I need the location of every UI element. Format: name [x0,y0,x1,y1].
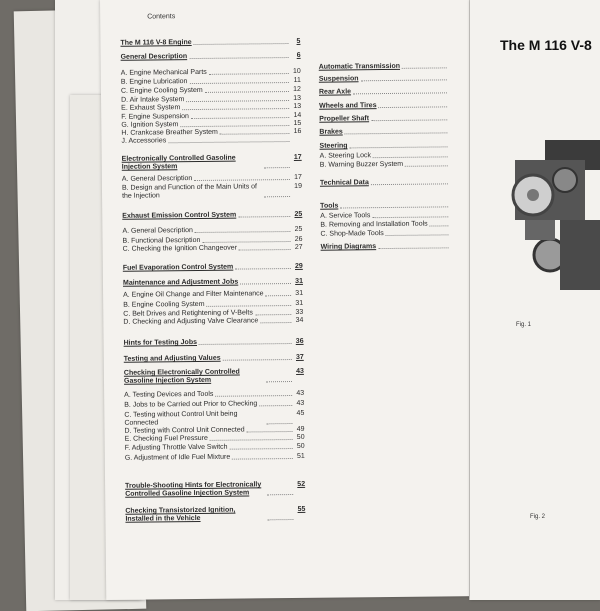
toc-entry [123,244,303,254]
toc-page-number: 25 [294,225,303,233]
dot-leader [194,38,289,45]
toc-page-number [449,127,459,135]
toc-entry-label: Electronically Controlled Gasoline Injection System [121,154,236,171]
chapter-title: The M 116 V-8 [500,37,592,53]
contents-heading: Contents [147,13,176,21]
toc-entry-label: B. Warning Buzzer System [319,160,404,169]
toc-entry-label: B. Engine Cooling System [123,300,205,309]
toc-page-number: 37 [295,353,304,361]
toc-entry-label: D. Checking and Adjusting Valve Clearance [123,317,259,326]
toc-page-number [449,62,459,70]
toc-entry-label: G. Ignition System [121,121,179,129]
contents-page [100,0,476,600]
toc-entry-label: Trouble-Shooting Hints for Electronically Controlled Gasoline Injection System [125,481,262,498]
toc-page-number: 14 [293,111,302,119]
toc-entry-label: B. Design and Function of the Main Units of the Injection [121,183,258,200]
toc-entry-label: Checking Electronically Controlled Gasoline Injection System [123,368,240,385]
dot-leader [372,211,448,218]
toc-entry-label: D. Testing with Control Unit Connected [124,426,245,435]
dot-leader [182,103,289,110]
toc-page-number [450,220,460,228]
dot-leader [205,86,289,93]
toc-page-number: 31 [295,277,303,285]
toc-entry [123,290,303,300]
dot-leader [264,183,290,197]
toc-page-number: 29 [294,262,303,270]
toc-entry-label: Testing and Adjusting Values [123,354,221,363]
toc-page-number: 36 [295,337,304,345]
dot-leader [238,211,290,218]
toc-entry [320,229,460,238]
toc-page-number [291,136,301,144]
toc-entry-label: General Description [120,53,188,61]
dot-leader [353,87,447,94]
toc-entry-label: B. Engine Lubrication [120,78,188,86]
toc-entry [122,154,302,172]
toc-page-number [450,201,460,209]
toc-page-number: 19 [294,182,302,190]
toc-entry [124,338,304,348]
dot-leader [373,151,448,158]
toc-page-number [449,74,459,82]
toc-entry-label: The M 116 V-8 Engine [120,39,192,47]
toc-entry [319,87,459,96]
toc-entry-label: C. Testing without Control Unit being Connected [124,410,238,427]
toc-page-number: 45 [296,409,305,417]
figure-1-label: Fig. 1 [516,322,532,328]
toc-entry [320,201,460,210]
dot-leader [345,127,448,134]
dot-leader [405,160,448,166]
toc-entry-label: Technical Data [319,179,369,187]
toc-entry-label: B. Functional Description [122,236,201,245]
toc-entry [320,211,460,220]
dot-leader [266,368,292,382]
toc-page-number: 50 [296,442,305,450]
toc-entry-label: Suspension [318,75,359,83]
toc-entry-label: C. Belt Drives and Retightening of V-Belts [123,309,253,318]
dot-leader [206,300,291,307]
toc-entry [124,354,304,364]
toc-entry [122,211,302,221]
toc-page-number: 52 [297,480,306,488]
dot-leader [430,220,449,226]
toc-page-number: 17 [294,173,302,181]
chapter-page [470,0,600,600]
dot-leader [209,68,289,75]
toc-entry [320,151,460,160]
toc-entry-label: Wheels and Tires [319,102,377,110]
dot-leader [386,229,449,236]
toc-page-number: 43 [296,367,304,375]
toc-entry-label: F. Adjusting Throttle Valve Switch [124,443,228,452]
toc-page-number: 55 [297,505,306,513]
dot-leader [360,74,446,81]
toc-entry-label: Checking Transistorized Ignition, Installed in the Vehicle [125,506,236,523]
toc-entry-label: B. Jobs to be Carried out Prior to Checking [124,400,258,409]
toc-entry [320,141,460,150]
toc-page-number: 5 [296,37,301,45]
toc-entry-label: Brakes [319,128,343,136]
toc-entry [123,278,303,288]
dot-leader [371,114,447,121]
toc-page-number [450,178,460,186]
dot-leader [199,338,292,345]
dot-leader [180,120,289,127]
toc-entry-label: J. Accessories [121,137,167,145]
toc-entry-label: A. General Description [121,175,193,183]
figure-2-label: Fig. 2 [530,514,546,520]
toc-entry [120,38,300,48]
toc-entry [123,317,303,327]
toc-entry [124,410,304,428]
toc-entry [320,178,460,187]
dot-leader [378,242,448,249]
dot-leader [379,101,448,108]
toc-entry [321,242,461,251]
toc-entry-label: Wiring Diagrams [320,243,377,251]
dot-leader [239,244,291,251]
toc-entry-label: A. Service Tools [320,212,371,220]
toc-page-number: 6 [296,51,301,59]
toc-page-number [451,242,461,250]
dot-leader [402,62,447,68]
toc-page-number: 33 [295,308,304,316]
toc-page-number [449,114,459,122]
toc-page-number: 25 [294,210,303,218]
toc-entry-label: E. Exhaust System [121,104,181,112]
dot-leader [371,178,448,185]
dot-leader [220,128,290,135]
toc-page-number: 10 [292,67,301,75]
toc-page-number [450,151,460,159]
dot-leader [191,112,289,119]
toc-entry-label: Steering [319,142,348,150]
toc-page-number: 49 [296,425,305,433]
toc-entry [124,390,304,400]
toc-page-number: 11 [293,76,301,84]
dot-leader [340,201,448,208]
toc-entry [122,183,302,201]
toc-entry-label: G. Adjustment of Idle Fuel Mixture [124,453,231,462]
dot-leader [264,154,290,168]
toc-entry-label: Exhaust Emission Control System [122,211,237,220]
toc-entry-label: A. Testing Devices and Tools [124,390,214,399]
toc-entry-label: F. Engine Suspension [121,113,189,121]
dot-leader [202,236,290,243]
dot-leader [195,226,291,233]
toc-page-number: 31 [295,289,304,297]
toc-page-number: 27 [294,243,303,251]
toc-entry-label: E. Checking Fuel Pressure [124,434,208,443]
toc-page-number [450,211,460,219]
toc-entry [319,101,459,110]
toc-entry [121,136,301,146]
toc-entry-label: Propeller Shaft [319,115,370,123]
toc-entry-label: Tools [320,202,339,210]
dot-leader [186,95,289,102]
toc-page-number [450,160,460,168]
dot-leader [189,52,289,59]
dot-leader [260,317,291,323]
dot-leader [267,481,293,495]
toc-page-number: 43 [296,389,305,397]
dot-leader [194,174,290,181]
toc-entry [319,127,459,136]
toc-entry [125,453,305,463]
toc-entry-label: C. Checking the Ignition Changeover [122,244,238,253]
toc-entry-label: C. Engine Cooling System [120,86,203,95]
toc-entry-label: A. General Description [122,227,193,235]
toc-page-number: 15 [293,119,302,127]
dot-leader [240,278,291,285]
toc-entry-label: D. Air Intake System [121,96,185,104]
toc-entry-label: B. Removing and Installation Tools [320,220,428,229]
toc-page-number: 16 [293,127,302,135]
toc-entry-label: A. Engine Oil Change and Filter Maintenance [123,290,264,299]
toc-entry [124,400,304,410]
dot-leader [189,77,289,84]
dot-leader [267,506,293,520]
toc-entry [320,220,460,229]
toc-entry [124,368,304,386]
toc-entry [319,62,459,71]
toc-entry-label: C. Shop-Made Tools [320,230,384,238]
toc-entry [319,114,459,123]
toc-entry-label: Rear Axle [318,88,352,96]
toc-page-number: 26 [294,235,303,243]
toc-entry-label: Maintenance and Adjustment Jobs [122,278,239,287]
toc-entry [125,506,305,524]
dot-leader [210,434,293,441]
toc-page-number [449,87,459,95]
dot-leader [247,426,293,432]
toc-entry [320,160,460,169]
toc-page-number [450,229,460,237]
toc-page-number: 13 [293,94,302,102]
engine-photo [505,120,600,320]
dot-leader [235,263,291,270]
toc-page-number: 43 [296,399,305,407]
dot-leader [266,410,292,424]
toc-page-number: 31 [295,299,304,307]
toc-entry [123,263,303,273]
toc-page-number: 17 [293,153,302,161]
dot-leader [266,290,292,296]
toc-page-number: 50 [296,433,305,441]
dot-leader [230,443,293,450]
dot-leader [168,136,289,143]
toc-entry-label: H. Crankcase Breather System [121,128,218,137]
toc-entry [121,52,301,62]
toc-entry [125,443,305,453]
dot-leader [215,390,292,397]
dot-leader [259,400,292,406]
toc-entry [319,74,459,83]
toc-page-number: 34 [295,316,304,324]
toc-entry [122,226,302,236]
toc-page-number: 13 [293,102,302,110]
dot-leader [223,354,292,361]
toc-entry-label: Fuel Evaporation Control System [122,263,234,272]
dot-leader [350,141,448,148]
toc-entry-label: Automatic Transmission [318,62,401,71]
toc-page-number: 12 [293,85,301,93]
toc-page-number [449,101,459,109]
toc-page-number: 51 [296,452,305,460]
toc-page-number [449,141,459,149]
toc-entry-label: Hints for Testing Jobs [123,339,198,347]
dot-leader [255,309,291,315]
toc-entry [125,481,305,499]
toc-entry-label: A. Steering Lock [319,152,372,160]
toc-entry-label: A. Engine Mechanical Parts [120,68,207,77]
dot-leader [232,453,293,460]
